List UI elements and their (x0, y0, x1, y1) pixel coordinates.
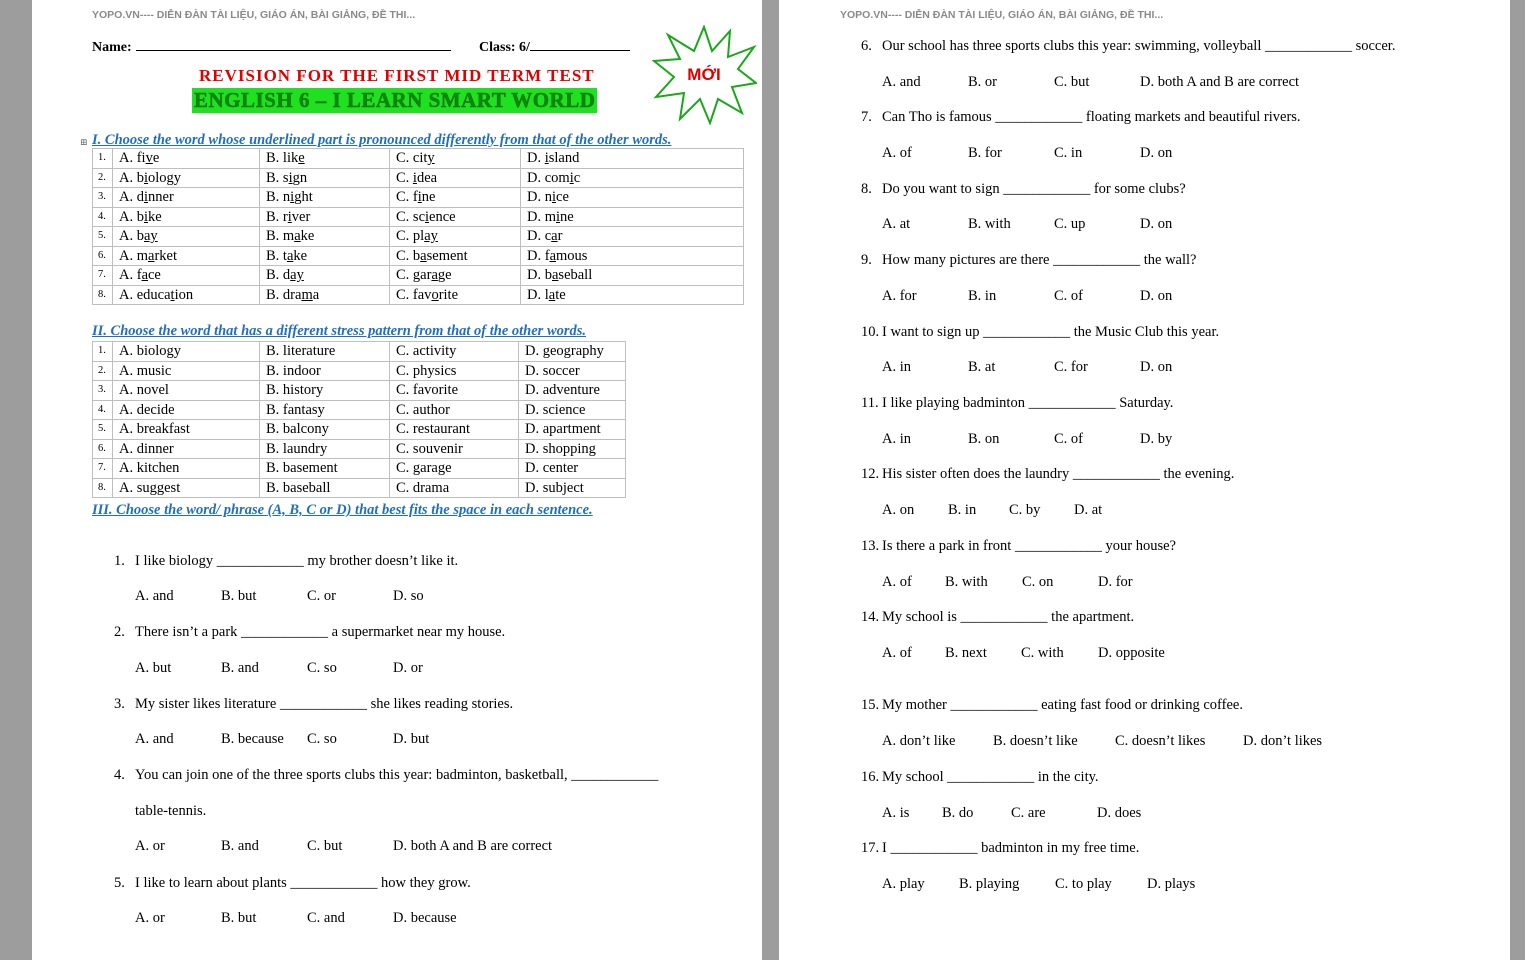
option-a: A. suggest (113, 478, 260, 498)
table-row (93, 285, 744, 305)
new-badge-label: MỚI (687, 65, 721, 84)
question-number: 14. (861, 609, 880, 625)
option-b: B. day (260, 266, 390, 286)
question-text: My school is ____________ the apartment. (882, 609, 1135, 625)
answer-option[interactable]: A. or (135, 910, 165, 926)
answer-option[interactable]: C. to play (1055, 876, 1112, 892)
answer-option[interactable]: C. but (307, 838, 343, 854)
option-c: C. activity (390, 342, 519, 362)
option-c: C. physics (390, 361, 519, 381)
option-d: D. nice (521, 188, 744, 208)
question-number: 4. (114, 767, 125, 783)
answer-option[interactable]: B. and (221, 660, 259, 676)
answer-option[interactable]: D. because (393, 910, 457, 926)
question-number: 6. (861, 38, 872, 54)
answer-option[interactable]: B. because (221, 731, 284, 747)
answer-option[interactable]: D. both A and B are correct (1140, 74, 1300, 90)
option-d: D. car (521, 227, 744, 247)
option-a: A. biology (113, 168, 260, 188)
answer-option[interactable]: A. don’t like (882, 733, 956, 749)
section2-title: II. Choose the word that has a different stress pattern from that of the other words. (92, 323, 587, 339)
answer-option[interactable]: A. of (882, 645, 912, 661)
answer-option[interactable]: C. so (307, 731, 337, 747)
option-d: D. shopping (519, 439, 626, 459)
table-row (93, 478, 626, 498)
question-number: 10. (861, 324, 880, 340)
question-number: 12. (861, 466, 880, 482)
option-c: C. restaurant (390, 420, 519, 440)
row-number: 5. (93, 227, 113, 247)
answer-option[interactable]: A. for (882, 288, 917, 304)
answer-option[interactable]: C. of (1054, 431, 1083, 447)
row-number: 8. (93, 285, 113, 305)
option-d: D. island (521, 149, 744, 169)
answer-option[interactable]: C. with (1021, 645, 1064, 661)
option-a: A. decide (113, 400, 260, 420)
option-b: B. drama (260, 285, 390, 305)
table-row (93, 342, 626, 362)
answer-option[interactable]: D. both A and B are correct (393, 838, 553, 854)
row-number: 3. (93, 381, 113, 401)
row-number: 3. (93, 188, 113, 208)
question-text: Our school has three sports clubs this year: swimming, volleyball ____________ soccer. (882, 38, 1396, 54)
answer-option[interactable]: C. of (1054, 288, 1083, 304)
option-c: C. drama (390, 478, 519, 498)
question-number: 15. (861, 697, 880, 713)
question-text: Is there a park in front ____________ your house? (882, 538, 1176, 554)
option-a: A. education (113, 285, 260, 305)
option-a: A. dinner (113, 439, 260, 459)
question-text: There isn’t a park ____________ a supermarket near my house. (135, 624, 506, 640)
answer-option[interactable]: D. so (393, 588, 424, 604)
answer-option[interactable]: A. of (882, 574, 912, 590)
answer-option[interactable]: C. up (1054, 216, 1086, 232)
pronunciation-table (92, 148, 744, 305)
answer-option[interactable]: A. at (882, 216, 911, 232)
table-row (93, 188, 744, 208)
table-row (93, 361, 626, 381)
option-d: D. geography (519, 342, 626, 362)
question-number: 2. (114, 624, 125, 640)
section3-title: III. Choose the word/ phrase (A, B, C or D) that best fits the space in each sentence. (92, 502, 593, 518)
table-row (93, 400, 626, 420)
question-text: I like playing badminton ____________ Saturday. (882, 395, 1174, 411)
answer-option[interactable]: A. in (882, 359, 911, 375)
question-number: 13. (861, 538, 880, 554)
option-a: A. bay (113, 227, 260, 247)
option-a: A. five (113, 149, 260, 169)
option-a: A. dinner (113, 188, 260, 208)
answer-option[interactable]: A. of (882, 145, 912, 161)
question-text-cont: table-tennis. (135, 803, 207, 819)
option-d: D. soccer (519, 361, 626, 381)
table-row (93, 207, 744, 227)
answer-option[interactable]: C. doesn’t likes (1115, 733, 1206, 749)
table-row (93, 439, 626, 459)
question-text: My mother ____________ eating fast food or drinking coffee. (882, 697, 1243, 713)
option-b: B. sign (260, 168, 390, 188)
row-number: 2. (93, 168, 113, 188)
question-text: I like to learn about plants ____________ how they grow. (135, 875, 471, 891)
question-text: You can join one of the three sports clubs this year: badminton, basketball, ____________ (135, 767, 659, 783)
question-number: 16. (861, 769, 880, 785)
question-number: 5. (114, 875, 125, 891)
table-move-handle[interactable]: ⊞ (80, 137, 88, 147)
question-text: I like biology ____________ my brother doesn’t like it. (135, 553, 459, 569)
option-c: C. favorite (390, 285, 521, 305)
answer-option[interactable]: D. on (1140, 216, 1173, 232)
stress-table (92, 341, 626, 498)
answer-option[interactable]: C. by (1009, 502, 1041, 518)
table-row (93, 227, 744, 247)
option-b: B. like (260, 149, 390, 169)
answer-option[interactable]: A. play (882, 876, 925, 892)
option-a: A. market (113, 246, 260, 266)
answer-option[interactable]: D. for (1098, 574, 1133, 590)
class-field[interactable] (479, 37, 630, 56)
answer-option[interactable]: A. and (882, 74, 921, 90)
answer-option[interactable]: C. and (307, 910, 345, 926)
answer-option[interactable]: D. on (1140, 359, 1173, 375)
option-b: B. balcony (260, 420, 390, 440)
row-number: 1. (93, 149, 113, 169)
option-c: C. city (390, 149, 521, 169)
table-row (93, 459, 626, 479)
answer-option[interactable]: D. or (393, 660, 423, 676)
answer-option[interactable]: B. at (968, 359, 996, 375)
option-a: A. novel (113, 381, 260, 401)
question-text: His sister often does the laundry ____________ the evening. (882, 466, 1235, 482)
option-b: B. make (260, 227, 390, 247)
answer-option[interactable]: B. or (968, 74, 997, 90)
answer-option[interactable]: B. with (945, 574, 988, 590)
option-a: A. biology (113, 342, 260, 362)
option-d: D. mine (521, 207, 744, 227)
answer-option[interactable]: B. but (221, 910, 257, 926)
answer-option[interactable]: D. at (1074, 502, 1103, 518)
answer-option[interactable]: D. on (1140, 145, 1173, 161)
option-c: C. favorite (390, 381, 519, 401)
row-number: 4. (93, 400, 113, 420)
class-label: Class: 6/ (479, 40, 530, 55)
question-text: How many pictures are there ____________ the wall? (882, 252, 1197, 268)
option-d: D. center (519, 459, 626, 479)
page-header: YOPO.VN---- DIỄN ĐÀN TÀI LIỆU, GIÁO ÁN, BÀI GIẢNG, ĐỀ THI... (92, 9, 416, 21)
answer-option[interactable]: A. is (882, 805, 910, 821)
answer-option[interactable]: C. or (307, 588, 336, 604)
option-b: B. literature (260, 342, 390, 362)
option-a: A. breakfast (113, 420, 260, 440)
answer-option[interactable]: D. don’t likes (1243, 733, 1323, 749)
answer-option[interactable]: B. next (945, 645, 987, 661)
section1-title: I. Choose the word whose underlined part is pronounced differently from that of the other words. (92, 132, 672, 148)
answer-option[interactable]: B. doesn’t like (993, 733, 1078, 749)
answer-option[interactable]: D. but (393, 731, 430, 747)
option-d: D. subject (519, 478, 626, 498)
answer-option[interactable]: A. or (135, 838, 165, 854)
answer-option[interactable]: A. and (135, 588, 174, 604)
option-a: A. kitchen (113, 459, 260, 479)
row-number: 4. (93, 207, 113, 227)
option-b: B. night (260, 188, 390, 208)
name-label: Name: (92, 40, 132, 55)
document-page-left (32, 0, 762, 960)
table-row (93, 246, 744, 266)
answer-option[interactable]: A. and (135, 731, 174, 747)
table-row (93, 168, 744, 188)
option-c: C. science (390, 207, 521, 227)
question-text: My sister likes literature ____________ she likes reading stories. (135, 696, 514, 712)
answer-option[interactable]: D. by (1140, 431, 1173, 447)
option-b: B. basement (260, 459, 390, 479)
option-d: D. apartment (519, 420, 626, 440)
option-b: B. history (260, 381, 390, 401)
question-number: 3. (114, 696, 125, 712)
table-row (93, 266, 744, 286)
answer-option[interactable]: C. are (1011, 805, 1046, 821)
option-c: C. fine (390, 188, 521, 208)
row-number: 6. (93, 246, 113, 266)
row-number: 8. (93, 478, 113, 498)
answer-option[interactable]: C. so (307, 660, 337, 676)
option-d: D. baseball (521, 266, 744, 286)
answer-option[interactable]: A. but (135, 660, 172, 676)
answer-option[interactable]: B. playing (959, 876, 1020, 892)
answer-option[interactable]: D. on (1140, 288, 1173, 304)
answer-option[interactable]: B. in (948, 502, 977, 518)
answer-option[interactable]: B. with (968, 216, 1011, 232)
answer-option[interactable]: C. for (1054, 359, 1088, 375)
option-c: C. garage (390, 266, 521, 286)
option-c: C. author (390, 400, 519, 420)
document-page-right (779, 0, 1510, 960)
option-b: B. fantasy (260, 400, 390, 420)
table-row (93, 420, 626, 440)
answer-option[interactable]: B. in (968, 288, 997, 304)
row-number: 5. (93, 420, 113, 440)
option-b: B. river (260, 207, 390, 227)
option-d: D. adventure (519, 381, 626, 401)
option-c: C. idea (390, 168, 521, 188)
course-title: ENGLISH 6 – I LEARN SMART WORLD (194, 88, 596, 112)
row-number: 7. (93, 266, 113, 286)
question-number: 17. (861, 840, 880, 856)
question-number: 1. (114, 553, 125, 569)
answer-option[interactable]: B. for (968, 145, 1002, 161)
answer-option[interactable]: D. does (1097, 805, 1142, 821)
option-d: D. famous (521, 246, 744, 266)
question-text: I want to sign up ____________ the Music Club this year. (882, 324, 1220, 340)
option-d: D. late (521, 285, 744, 305)
question-number: 9. (861, 252, 872, 268)
question-number: 8. (861, 181, 872, 197)
row-number: 6. (93, 439, 113, 459)
answer-option[interactable]: B. do (942, 805, 974, 821)
option-d: D. science (519, 400, 626, 420)
answer-option[interactable]: C. on (1022, 574, 1054, 590)
question-text: I ____________ badminton in my free time. (882, 840, 1140, 856)
table-row (93, 381, 626, 401)
row-number: 7. (93, 459, 113, 479)
option-c: C. play (390, 227, 521, 247)
question-text: My school ____________ in the city. (882, 769, 1099, 785)
answer-option[interactable]: C. in (1054, 145, 1083, 161)
answer-option[interactable]: D. plays (1147, 876, 1196, 892)
question-number: 7. (861, 109, 872, 125)
table-row (93, 149, 744, 169)
answer-option[interactable]: B. on (968, 431, 1000, 447)
answer-option[interactable]: B. and (221, 838, 259, 854)
name-blank[interactable] (136, 37, 451, 51)
option-b: B. indoor (260, 361, 390, 381)
option-c: C. garage (390, 459, 519, 479)
answer-option[interactable]: A. in (882, 431, 911, 447)
option-b: B. baseball (260, 478, 390, 498)
answer-option[interactable]: C. but (1054, 74, 1090, 90)
option-a: A. face (113, 266, 260, 286)
option-c: C. basement (390, 246, 521, 266)
option-a: A. bike (113, 207, 260, 227)
question-text: Do you want to sign ____________ for some clubs? (882, 181, 1186, 197)
option-b: B. take (260, 246, 390, 266)
question-number: 11. (861, 395, 879, 411)
name-field[interactable] (92, 37, 451, 56)
question-text: Can Tho is famous ____________ floating markets and beautiful rivers. (882, 109, 1301, 125)
new-badge-starburst-icon (652, 25, 757, 125)
class-blank[interactable] (530, 37, 630, 51)
test-title: REVISION FOR THE FIRST MID TERM TEST (199, 66, 595, 85)
answer-option[interactable]: B. but (221, 588, 257, 604)
option-c: C. souvenir (390, 439, 519, 459)
answer-option[interactable]: A. on (882, 502, 915, 518)
option-b: B. laundry (260, 439, 390, 459)
option-a: A. music (113, 361, 260, 381)
option-d: D. comic (521, 168, 744, 188)
row-number: 1. (93, 342, 113, 362)
page-header: YOPO.VN---- DIỄN ĐÀN TÀI LIỆU, GIÁO ÁN, BÀI GIẢNG, ĐỀ THI... (840, 9, 1164, 21)
answer-option[interactable]: D. opposite (1098, 645, 1165, 661)
row-number: 2. (93, 361, 113, 381)
